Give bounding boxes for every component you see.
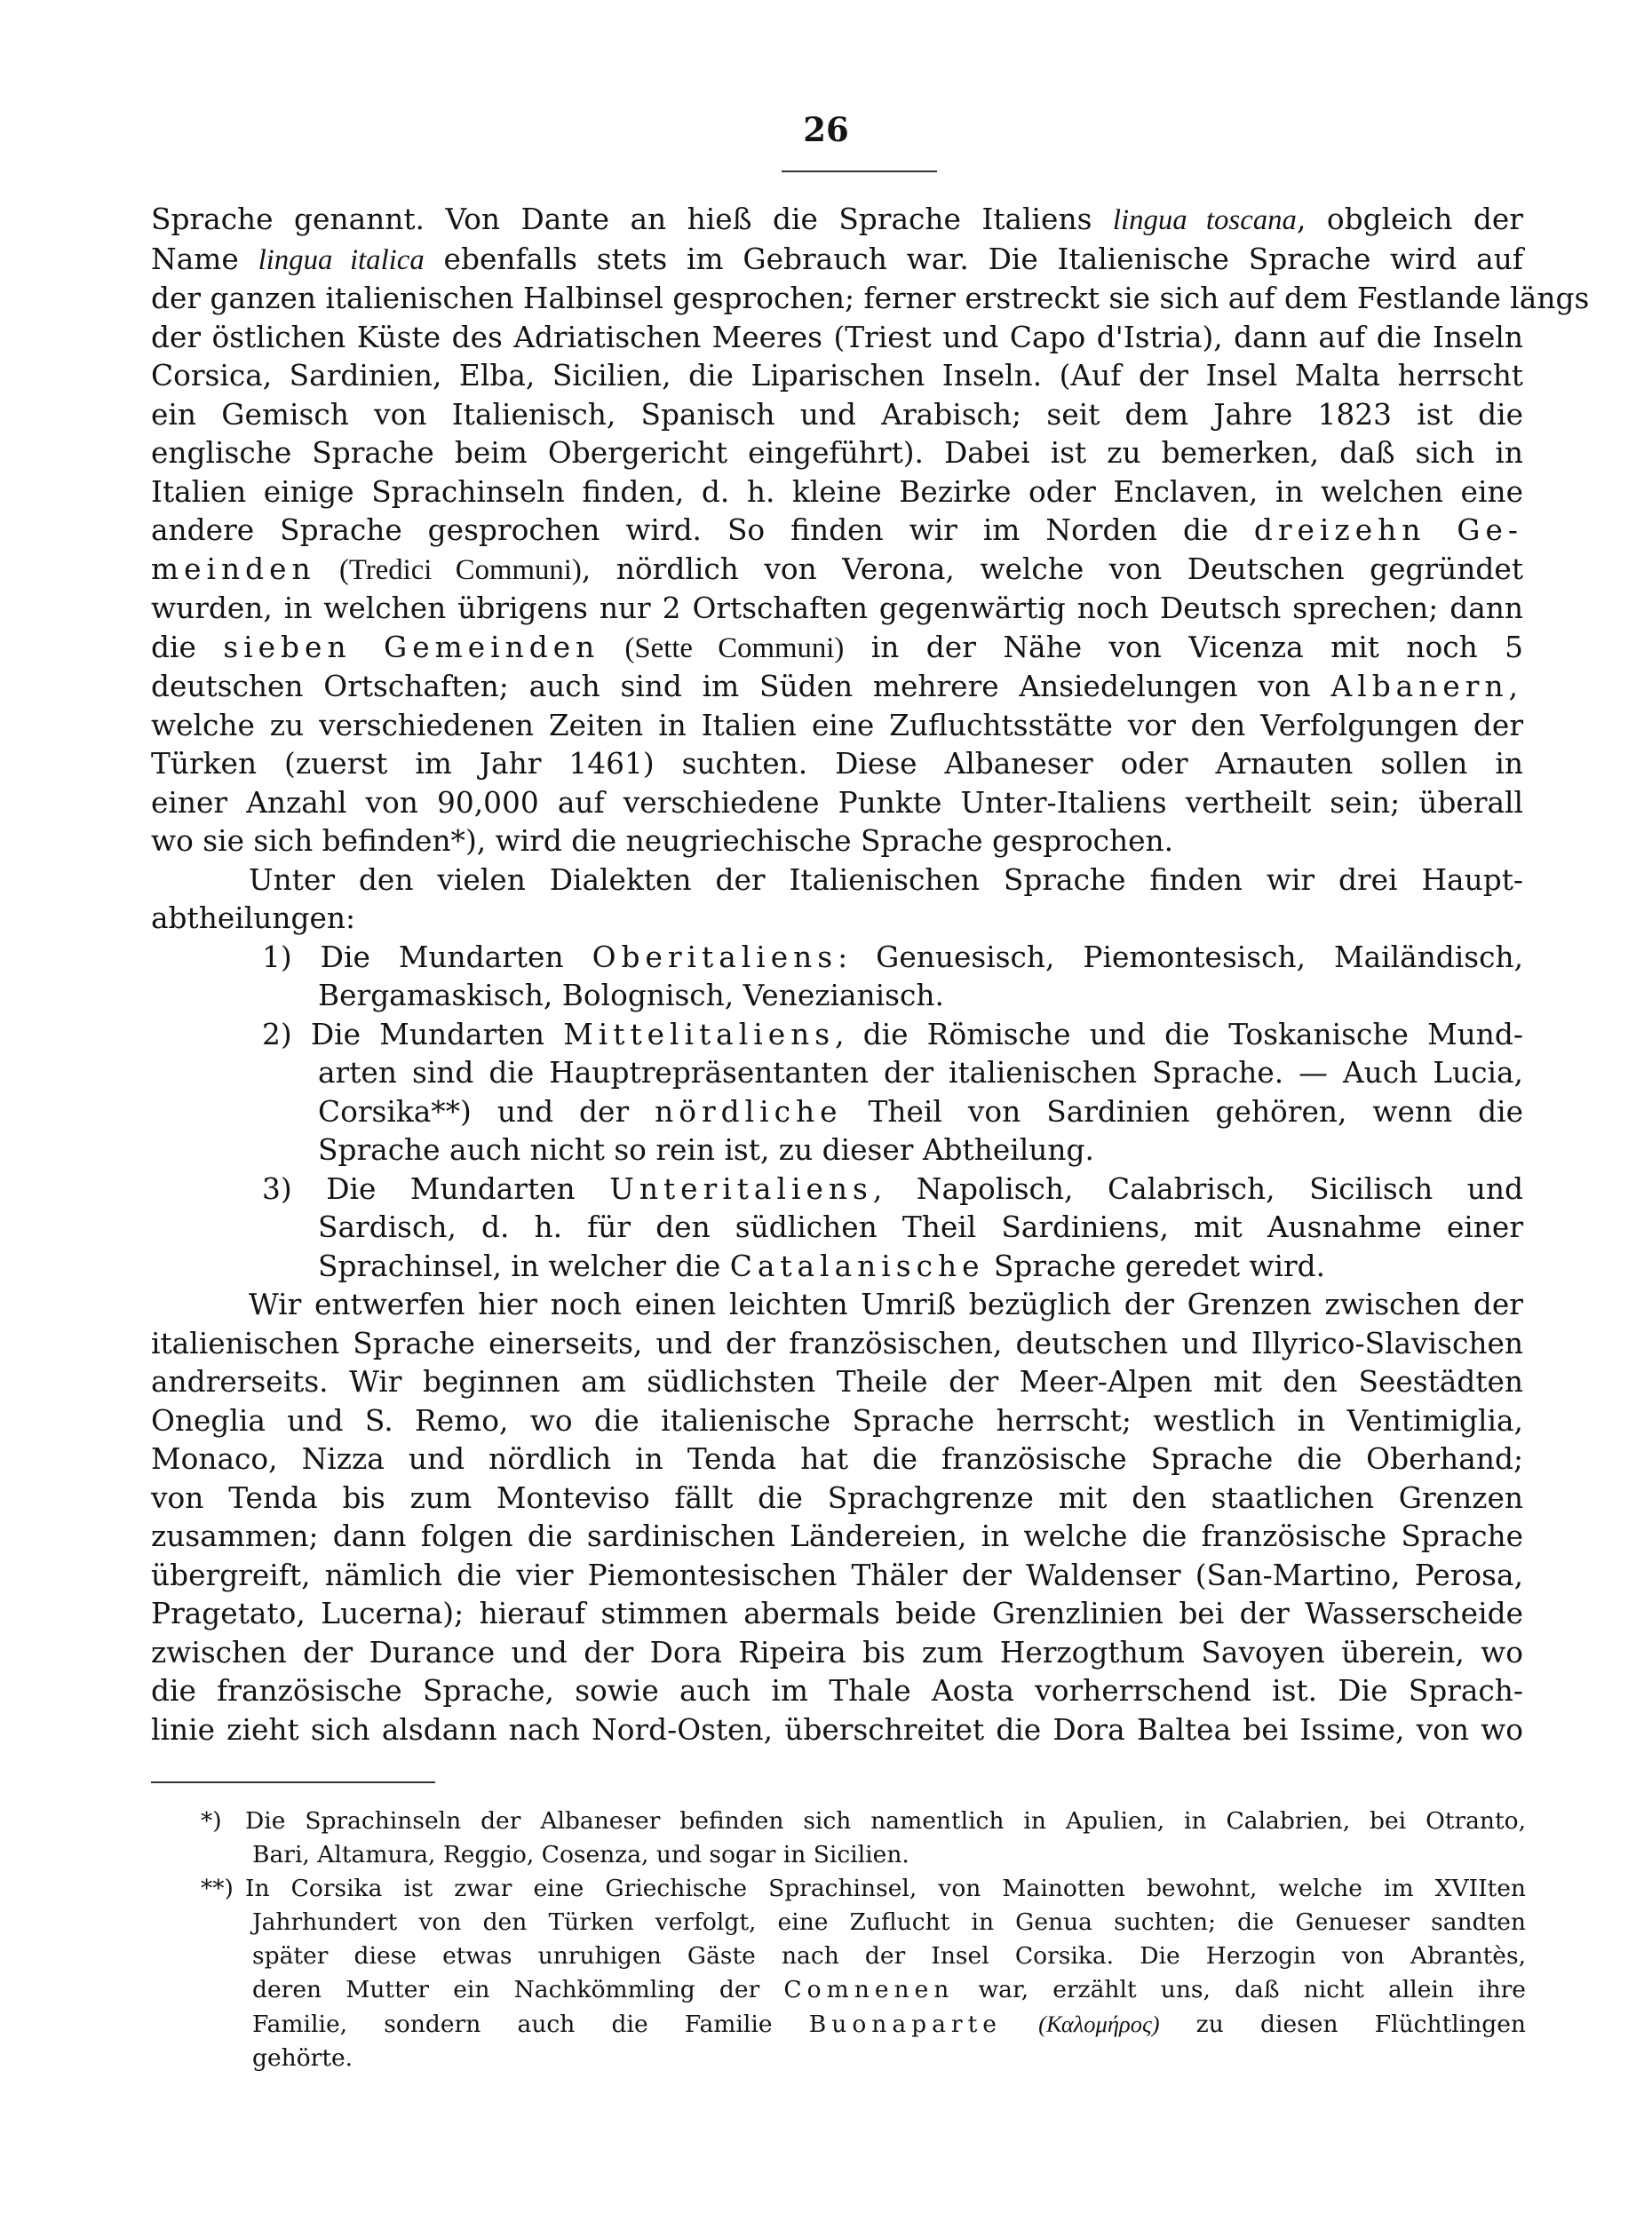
text-line [201,1805,1526,1838]
text-line: wo sie sich befinden*), wird die neugriechische Sprache gesprochen. [151,824,1174,858]
text-run: (Tredici Communi) [315,553,582,586]
footnote-2 [201,1872,1526,2075]
text-run: Albanern, [1330,670,1523,703]
text-line: englische Sprache beim Obergericht eingeführt). Dabei ist zu bemerken, daß sich in [151,436,1523,470]
text-line: ein Gemisch von Italienisch, Spanisch und Arabisch; seit dem Jahre 1823 ist die [151,397,1523,432]
text-run: , nördlich von Verona, welche von Deutschen gegründet [581,551,1523,586]
text-run: Die Mundarten [320,940,592,974]
text-line [151,512,1523,551]
text-line [151,1093,1523,1132]
text-run: , die Römische und die Toskanische Mund- [835,1017,1523,1051]
text-line: Pragetato, Lucerna); hierauf stimmen abermals beide Grenzlinien bei der Wasserscheide [151,1597,1523,1630]
text-run: meinden [151,551,316,586]
text-line: später diese etwas unruhigen Gäste nach der Insel Corsika. Die Herzogin von Abrantès, [252,1942,1526,1970]
text-line: Oneglia und S. Remo, wo die italienische Sprache herrscht; westlich in Ventimiglia, [151,1403,1523,1438]
text-run: war, erzählt uns, daß nicht allein ihre [954,1976,1526,2003]
footnote-mark: **) [201,1875,234,1902]
text-line: zusammen; dann folgen die sardinischen Ländereien, in welche die französische Sprache [151,1519,1523,1553]
text-run: (Καλομήρος) [1038,2011,1160,2037]
text-run: ebenfalls stets im Gebrauch war. Die Italienische Sprache wird auf [424,242,1523,276]
text-line: Bari, Altamura, Reggio, Cosenza, und sogar in Sicilien. [252,1841,909,1868]
text-line [151,201,1523,241]
text-line [151,939,1523,978]
text-line: Wir entwerfen hier noch einen leichten Umriß bezüglich der Grenzen zwischen der [249,1288,1523,1321]
dialect-item-1 [151,939,1523,1016]
text-line: von Tenda bis zum Montevisо fällt die Sprachgrenze mit den staatlichen Grenzen [151,1480,1523,1515]
body-text [151,201,1590,1749]
paragraph-borders [151,1286,1523,1749]
text-line: abtheilungen: [151,901,356,935]
text-line: Sprache auch nicht so rein ist, zu dieser Abtheilung. [318,1133,1094,1167]
item-number: 1) [262,940,292,974]
text-run: Mittelitaliens [563,1017,836,1051]
text-line [151,629,1523,669]
text-line: Jahrhundert von den Türken verfolgt, eine Zuflucht in Genua suchten; die Genueser sandten [252,1908,1526,1936]
text-line: gehörte. [252,2044,353,2072]
text-line: italienischen Sprache einerseits, und der französischen, deutschen und Illyrico-Slavischen [151,1326,1523,1360]
text-line: Türken (zuerst im Jahr 1461) suchten. Diese Albaneser oder Arnauten sollen in [151,747,1523,781]
text-line: Unter den vielen Dialekten der Italienischen Sprache finden wir drei Haupt- [249,862,1523,897]
text-line: wurden, in welchen übrigens nur 2 Ortschaften gegenwärtig noch Deutsch sprechen; dann [151,591,1523,625]
text-line [151,241,1523,281]
text-run: Catalanische [729,1249,985,1283]
text-run: Comnenen [783,1976,955,2003]
text-run: Die Sprachinseln der Albaneser befinden sich namentlich in Apulien, in Calabrien, bei Otranto, [245,1807,1526,1835]
text-run: Die Mundarten [310,1017,564,1051]
text-line [151,1170,1523,1210]
text-line: einer Anzahl von 90,000 auf verschiedene Punkte Unter-Italiens vertheilt sein; überall [151,785,1523,820]
text-line [204,2007,1526,2042]
footnote-mark: *) [201,1807,222,1835]
text-line [151,1016,1523,1055]
text-run: Sprache geredet wird. [984,1249,1326,1283]
text-run: lingua italica [258,243,425,276]
text-run: , obgleich der [1296,202,1523,236]
text-run: deren Mutter ein Nachkömmling der [252,1976,784,2003]
page-number: 26 [803,110,849,149]
text-line: Sardisch, d. h. für den südlichen Theil Sardiniens, mit Ausnahme einer [318,1210,1523,1244]
header-rule [782,171,937,172]
text-run: Corsika**) und der [318,1094,655,1129]
text-line [151,1248,1523,1287]
item-number: 2) [262,1017,292,1051]
footnote-1 [201,1805,1526,1872]
text-run: Theil von Sardinien gehören, wenn die [842,1094,1524,1129]
text-line [151,668,1523,707]
text-run: Name [151,242,258,276]
text-line: welche zu verschiedenen Zeiten in Italien eine Zufluchtsstätte vor den Verfolgungen der [151,708,1523,742]
text-run: die [151,630,224,664]
text-run: Unteritaliens [609,1171,873,1206]
footnotes [201,1805,1526,2075]
text-line: Bergamaskisch, Bolognisch, Venezianisch. [318,979,944,1012]
text-run: sieben Gemeinden [223,630,600,664]
dialect-item-2 [151,1016,1523,1170]
text-line: zwischen der Durance und der Dora Ripeira bis zum Herzogthum Savoyen überein, wo [151,1635,1523,1670]
text-run: (Sette Communi) [600,631,845,664]
text-run: andere Sprache gesprochen wird. So finden wir im Norden die [151,513,1254,547]
text-run: Sprache genannt. Von Dante an hieß die Sprache Italiens [151,202,1113,236]
text-line: Monaco, Nizza und nördlich in Tenda hat die französische Sprache die Oberhand; [151,1442,1523,1476]
text-run: zu diesen Flüchtlingen [1159,2011,1526,2038]
dialect-item-3 [151,1170,1523,1287]
text-run: Die Mundarten [326,1171,610,1206]
text-run: Buonaparte [808,2011,1002,2038]
text-run: Sprachinsel, in welcher die [318,1249,730,1283]
text-run: , Napolisch, Calabrisch, Sicilisch und [872,1171,1523,1206]
text-run: dreizehn Ge- [1253,513,1524,547]
paragraph-dialects [151,861,1523,1287]
text-run: nördliche [655,1094,843,1129]
footnote-rule [151,1781,435,1783]
text-line: der ganzen italienischen Halbinsel gesprochen; ferner erstreckt sie sich auf dem Festlande längs [151,282,1590,315]
text-line: arten sind die Hauptrepräsentanten der italienischen Sprache. — Auch Lucia, [318,1056,1523,1090]
text-line: übergreift, nämlich die vier Piemontesischen Thäler der Waldenser (San-Martino, Perosa, [151,1558,1523,1592]
text-run: In Corsika ist zwar eine Griechische Sprachinsel, von Mainotten bewohnt, welche im XVIIten [245,1875,1526,1902]
text-run: lingua toscana [1112,204,1297,236]
text-run: in der Nähe von Vicenza mit noch 5 [844,630,1523,664]
text-line [151,551,1523,591]
text-line [201,1872,1526,1906]
text-run: Oberitaliens [592,940,838,974]
text-run: deutschen Ortschaften; auch sind im Süden mehrere Ansiedelungen von [151,670,1331,703]
paragraph-languages [151,201,1590,861]
text-line: die französische Sprache, sowie auch im Thale Aosta vorherrschend ist. Die Sprach- [151,1674,1523,1708]
text-line: Italien einige Sprachinseln finden, d. h. kleine Bezirke oder Enclaven, in welchen eine [151,474,1523,509]
text-line: linie zieht sich alsdann nach Nord-Osten, überschreitet die Dora Baltea bei Issime, von wo [151,1712,1523,1747]
text-line: der östlichen Küste des Adriatischen Meeres (Triest und Capo d'Istria), dann auf die Inseln [151,320,1523,354]
text-line: andrerseits. Wir beginnen am südlichsten Theile der Meer-Alpen mit den Seestädten [151,1365,1523,1399]
item-number: 3) [262,1171,292,1206]
text-line [204,1973,1526,2007]
text-run: Familie, sondern auch die Familie [252,2011,809,2038]
text-run: : Genuesisch, Piemontesisch, Mailändisch, [838,940,1524,974]
text-line: Corsica, Sardinien, Elba, Sicilien, die Liparischen Inseln. (Auf der Insel Malta herrscht [151,359,1523,393]
